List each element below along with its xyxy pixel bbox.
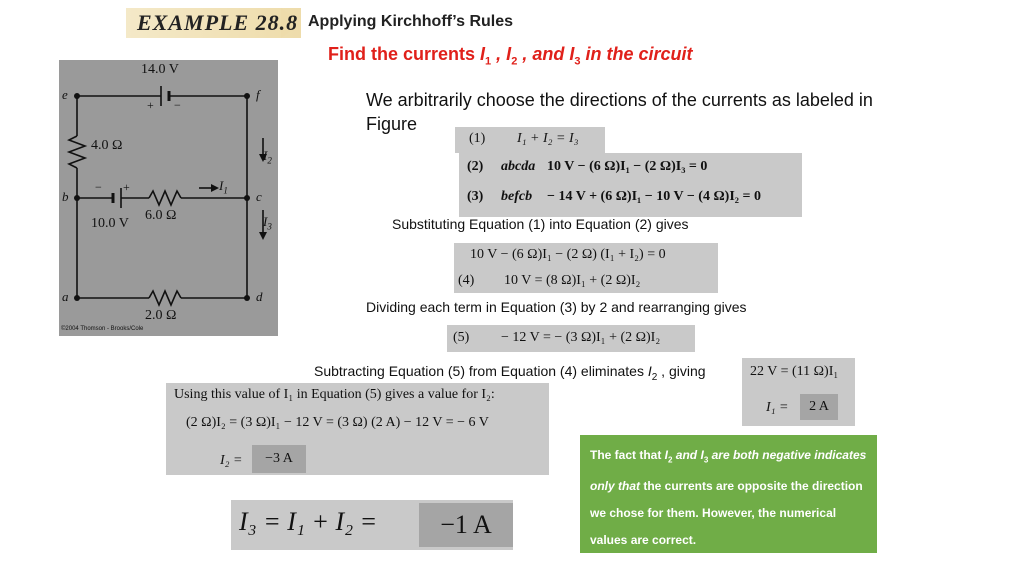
note-part3: the currents are opposite the direction we chose for them. However, the numerical values are correct. [590, 479, 863, 548]
equation-4-box [454, 243, 718, 293]
title-i3: I [569, 44, 575, 64]
node-b-dot [74, 195, 80, 201]
r-mid-label: 6.0 Ω [145, 208, 177, 223]
equation-5-box [447, 325, 695, 352]
note-i2: I [664, 448, 669, 462]
eq2-loop: abcda [501, 159, 536, 174]
r-bottom-label: 2.0 Ω [145, 308, 177, 323]
subtracting-sub: 2 [651, 371, 658, 383]
note-i3-sub: 3 [703, 455, 709, 465]
current-i3-letter: I [263, 214, 268, 229]
battery-top-plus: + [147, 98, 154, 112]
title-sep2: , and [517, 44, 570, 64]
title-sub1: 1 [485, 55, 492, 68]
using-line: Using this value of I₁ in Equation (5) gives a value for I₂: [174, 387, 495, 402]
note-callout [580, 435, 877, 553]
i2-label: I₂ = [220, 453, 243, 468]
current-i3-sub: 3 [267, 221, 272, 232]
node-e-dot [74, 93, 80, 99]
substitution-line: 10 V − (6 Ω)I₁ − (2 Ω) (I₁ + I₂) = 0 [470, 247, 666, 262]
i2-result-box [166, 383, 549, 475]
title-suffix: in the circuit [580, 44, 693, 64]
example-subtitle: Applying Kirchhoff’s Rules [308, 13, 514, 30]
note-and: and [672, 448, 701, 462]
page-title [328, 44, 693, 68]
i1-value: 2 A [800, 394, 838, 420]
current-i1-sub: 1 [223, 185, 228, 196]
title-sub3: 3 [574, 55, 581, 68]
current-i1-label [219, 178, 228, 196]
node-a-label: a [62, 289, 69, 304]
current-i3-label [263, 214, 272, 232]
i3-result-box [231, 500, 513, 550]
substituting-text: Substituting Equation (1) into Equation (2) gives [392, 216, 689, 232]
node-f-dot [244, 93, 250, 99]
battery-mid-minus: − [95, 180, 102, 194]
emf-mid-label: 10.0 V [91, 216, 129, 231]
resistor-4ohm [69, 136, 85, 168]
node-b-label: b [62, 189, 69, 204]
node-c-label: c [256, 189, 262, 204]
battery-top-minus: − [174, 98, 181, 112]
intro-text: We arbitrarily choose the directions of the currents as labeled in Figure [366, 90, 873, 134]
equation-1-box [455, 127, 605, 153]
eq2-number: (2) [467, 159, 484, 174]
subtracting-pre: Subtracting Equation (5) from Equation (4) eliminates [314, 363, 648, 379]
subtracting-var: I [647, 363, 652, 379]
node-c-dot [244, 195, 250, 201]
subtracting-post: , giving [657, 363, 706, 379]
i1-label: I₁ = [766, 400, 789, 415]
title-i1: I [480, 44, 486, 64]
eq5-expression: − 12 V = − (3 Ω)I₁ + (2 Ω)I₂ [501, 330, 661, 345]
i3-value: −1 A [419, 503, 513, 547]
current-arrow-i1-head [211, 184, 219, 192]
i3-line: I₃ = I₁ + I₂ = [239, 507, 378, 536]
subtracting-text [314, 363, 706, 383]
note-part2: are both negative indicates only that [590, 448, 867, 494]
title-sub2: 2 [511, 55, 518, 68]
node-d-label: d [256, 289, 263, 304]
battery-mid-plus: + [123, 180, 130, 194]
i1-result-box [742, 358, 855, 426]
note-i3: I [700, 448, 704, 462]
eq3-loop: befcb [501, 189, 533, 204]
note-i2-sub: 2 [668, 455, 673, 465]
result-line: 22 V = (11 Ω)I₁ [750, 364, 839, 379]
resistor-6ohm [149, 191, 181, 205]
dividing-text: Dividing each term in Equation (3) by 2 and rearranging gives [366, 299, 747, 315]
current-arrow-i3-head [259, 232, 267, 240]
current-i2-label [263, 148, 272, 166]
note-part1: The fact that [590, 448, 665, 462]
example-label: EXAMPLE 28.8 [137, 10, 299, 35]
circuit-copyright: ©2004 Thomson - Brooks/Cole [61, 326, 144, 332]
eq4-number: (4) [458, 273, 475, 288]
title-i2: I [506, 44, 512, 64]
eq2-expression: 10 V − (6 Ω)I₁ − (2 Ω)I₃ = 0 [547, 159, 708, 174]
eq4-expression: 10 V = (8 Ω)I₁ + (2 Ω)I₂ [504, 273, 641, 288]
current-i2-letter: I [263, 148, 268, 163]
eq3-expression: − 14 V + (6 Ω)I₁ − 10 V − (4 Ω)I₂ = 0 [547, 189, 761, 204]
circuit-diagram [59, 60, 278, 336]
eq1-expression: I₁ + I₂ = I₃ [517, 131, 579, 146]
resistor-2ohm [149, 291, 181, 305]
circuit-svg [59, 60, 278, 336]
title-prefix: Find the currents [328, 44, 481, 64]
current-i1-letter: I [219, 178, 224, 193]
node-f-label: f [256, 87, 260, 102]
r-left-label: 4.0 Ω [91, 138, 123, 153]
current-i2-sub: 2 [267, 155, 272, 166]
i2-calculation: (2 Ω)I₂ = (3 Ω)I₁ − 12 V = (3 Ω) (2 A) − 12 V = − 6 V [186, 415, 489, 430]
node-a-dot [74, 295, 80, 301]
node-d-dot [244, 295, 250, 301]
equation-2-3-box [459, 153, 802, 217]
eq1-number: (1) [469, 131, 486, 146]
title-sep1: , [491, 44, 507, 64]
i2-value: −3 A [252, 445, 306, 473]
emf-top-label: 14.0 V [141, 62, 179, 77]
eq5-number: (5) [453, 330, 470, 345]
eq3-number: (3) [467, 189, 484, 204]
node-e-label: e [62, 87, 68, 102]
